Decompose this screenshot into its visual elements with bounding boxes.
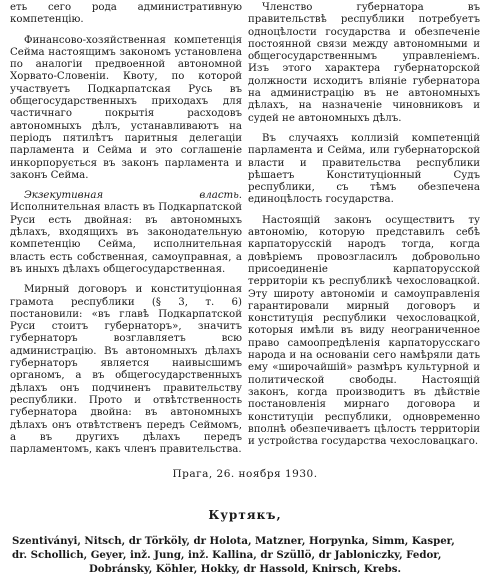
signatories-line: dr. Schollich, Geyer, inž. Jung, inž. Kallina, dr Szüllö, dr Jabloniczky, Fedor, <box>12 549 442 562</box>
paragraph: Мирный договоръ и конституціонная грамота республики (§ 3, т. 6) постановили: «въ главѣ Подкарпатской Руси стоитъ губернаторъ», значитъ губернаторъ возглавляетъ всю администрацію. Въ автономныхъ дѣлахъ губернаторъ является наивысшимъ органомъ, а въ общегосударственныхъ дѣлахъ онъ подчиненъ правительству республики. Прото и отвѣтственность губернатора двойна: въ автономныхъ дѣлахъ онъ отвѣтственъ передъ Сеймомъ, а въ другихъ дѣлахъ передъ парламентомъ, какъ членъ правительства. <box>10 284 242 456</box>
text-columns <box>10 2 480 464</box>
left-column <box>10 2 242 464</box>
paragraph: еть сего рода административную компетенцію. <box>10 2 242 26</box>
paragraph: Финансово-хозяйственная компетенція Сейма настоящимъ закономъ установлена по аналогіи предвоенной автономной Хорвато-Словеніи. Квоту, по которой участвуетъ Подкарпатская Русь въ общегосударственныхъ приходахъ для частичнаго покрытія расходовъ автономныхъ дѣлъ, устанавливаютъ на періодъ пятилѣтъ паритныя делегаціи парламента и Сейма и это соглашеніе инкорпорується въ законъ парламента и законъ Сейма. <box>10 34 242 181</box>
signatories-line: Szentiványi, Nitsch, dr Törköly, dr Holota, Matzner, Horpynka, Simm, Kasper, <box>12 535 455 548</box>
paragraph: Членство губернатора въ правительствѣ республики потребуетъ одноцѣлости государства и обезпеченіе постоянной связи между автономными и общегосударственнымъ управленіемъ. Изъ этого характера губернаторской должности исходитъ вліяніе губернатора на администрацію въ не автономныхъ дѣлахъ, на назначеніе чиновниковъ и судей не автономныхъ дѣлъ. <box>248 2 480 124</box>
paragraph: Въ случаяхъ коллизій компетенцій парламента и Сейма, или губернаторской власти и правительства республики рѣшаетъ Конституціонный Судъ республики, съ тѣмъ обезпечена единоцѣлость государства. <box>248 132 480 206</box>
section-heading-italic: Экзекутивная власть. <box>24 190 242 202</box>
right-column <box>248 2 480 464</box>
signatories-list <box>10 534 480 576</box>
paragraph: Настоящій законъ осуществитъ ту автономію, которую представилъ себѣ карпаторусскій народъ тогда, когда довѣріемъ провозгласилъ добровольно присоединеніе карпаторусской территоріи къ республикѣ чехословацкой. Эту широту автономіи и самоуправленія гарантировали мирный договоръ и конституція республики чехословацкой, которыя имѣли въ виду неограниченное право самоопредѣленія карпаторусскаго народа и на основаніи сего намѣряли дать ему «широчайшій» размѣръ культурной и политической свободы. Настоящій законъ, когда производитъ въ дѣйствіе постановленія мирнаго договора и конституціи республики, одновременно вполнѣ обезпечиваетъ цѣлость территоріи и устройства государства чехословацкаго. <box>248 214 480 448</box>
document-date: Прага, 26. ноября 1930. <box>172 468 318 481</box>
paragraph-text: Исполнительная власть въ Подкарпатской Руси есть двойная: въ автономныхъ дѣлахъ, входящихъ въ законодательную компетенцію Сейма, исполнительная власть есть собственная, самоуправная, а въ иныхъ дѣлахъ общегосударственная. <box>10 202 242 275</box>
signatory-title: Куртякъ, <box>208 508 282 523</box>
signatories-line: Dobránsky, Köhler, Hokky, dr Hassold, Knirsch, Krebs. <box>88 563 402 576</box>
paragraph <box>10 190 242 276</box>
